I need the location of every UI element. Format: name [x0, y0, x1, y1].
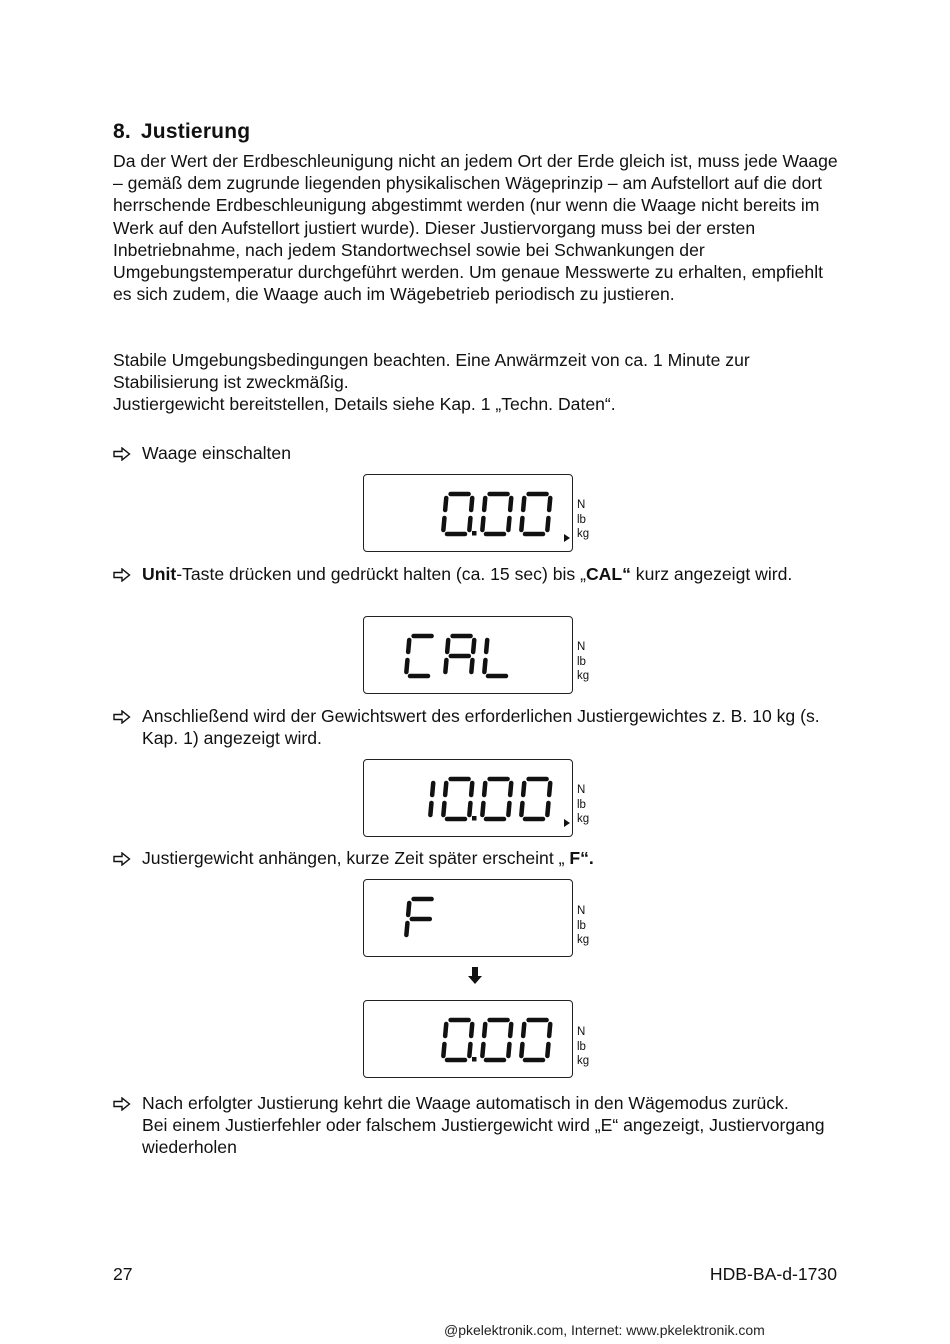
display-f [363, 879, 573, 957]
lcd-segment [445, 660, 446, 672]
lcd-segment [482, 1044, 483, 1056]
lcd-segment [521, 803, 522, 815]
lcd-character [521, 779, 550, 819]
unit-lb: lb [577, 655, 586, 668]
unit-lb: lb [577, 919, 586, 932]
lcd-segment [471, 660, 472, 672]
lcd-segment [523, 498, 524, 510]
unit-n: N [577, 499, 586, 511]
unit-key-label: Unit [142, 564, 177, 584]
display-ten [363, 759, 573, 837]
lcd-character [482, 494, 511, 534]
hollow-right-arrow-icon [113, 447, 131, 461]
display-digits [364, 617, 571, 692]
lcd-character [482, 779, 511, 819]
unit-kg: kg [577, 528, 590, 540]
step-attach-weight [113, 847, 843, 869]
lcd-segment [443, 1044, 444, 1056]
unit-n: N [577, 641, 586, 653]
lcd-segment [484, 498, 485, 510]
down-arrow-icon [466, 965, 484, 987]
lcd-segment [482, 518, 483, 530]
lcd-segment [521, 1044, 522, 1056]
lcd-segment [447, 640, 448, 652]
step-switch-on [113, 442, 843, 464]
section-heading [113, 120, 250, 144]
f-label: F“. [569, 848, 594, 868]
step-text-part: -Taste drücken und gedrückt halten (ca. 15 sec) bis „ [176, 564, 586, 584]
lcd-segment [523, 783, 524, 795]
hollow-right-arrow-icon [113, 710, 131, 724]
display-zero-2 [363, 1000, 573, 1078]
lcd-character [406, 899, 431, 935]
lcd-segment [484, 1024, 485, 1036]
section-title: Justierung [140, 120, 251, 143]
unit-kg: kg [577, 813, 590, 825]
lcd-segment [521, 518, 522, 530]
lcd-character [443, 1020, 476, 1062]
lcd-segment [510, 498, 511, 510]
lcd-character [482, 1020, 511, 1060]
lcd-segment [406, 660, 407, 672]
step-finish [113, 1092, 843, 1159]
section-number: 8. [113, 120, 131, 143]
display-digits [364, 880, 571, 955]
lcd-character [430, 783, 433, 815]
lcd-segment [445, 1024, 446, 1036]
lcd-segment [510, 783, 511, 795]
step-hold-unit [113, 563, 843, 585]
unit-labels [577, 783, 607, 827]
step-text-part: kurz angezeigt wird. [630, 564, 793, 584]
lcd-segment [445, 783, 446, 795]
step-text-error: Bei einem Justierfehler oder falschem Justiergewicht wird „E“ angezeigt, Justiervorgang wiederholen [142, 1115, 825, 1158]
page-number: 27 [113, 1264, 133, 1284]
hollow-right-arrow-icon [113, 852, 131, 866]
lcd-segment [510, 1024, 511, 1036]
lcd-segment [471, 1024, 472, 1036]
lcd-segment [443, 803, 444, 815]
lcd-segment [484, 660, 485, 672]
hollow-right-arrow-icon [113, 568, 131, 582]
lcd-decimal-point [472, 531, 477, 536]
step-text: Nach erfolgter Justierung kehrt die Waage automatisch in den Wägemodus zurück. [142, 1093, 789, 1113]
lcd-character [406, 636, 431, 676]
unit-labels [577, 498, 607, 542]
hollow-right-arrow-icon [113, 1097, 131, 1111]
kg-indicator-icon [564, 534, 570, 542]
lcd-segment [469, 518, 470, 530]
lcd-segment [549, 783, 550, 795]
lcd-segment [486, 640, 487, 652]
lcd-character [521, 494, 550, 534]
intro-paragraph: Da der Wert der Erdbeschleunigung nicht an jedem Ort der Erde gleich ist, muss jede Waage – gemäß dem zugrunde liegenden physikalischen Wägeprinzip – am Aufstellort auf die dort herrschende Erdbeschleunigung abgestimmt werden (nur wenn die Waage nicht bereits im Werk auf den Aufstellort justiert wurde). Dieser Justiervorgang muss bei der ersten Inbetriebnahme, nach jedem Standortwechsel sowie bei Schwankungen der Umgebungstemperatur durchgeführt werden. Um genaue Messwerte zu erhalten, empfiehlt es sich zudem, die Waage auch im Wägebetrieb periodisch zu justieren. [113, 151, 838, 305]
unit-n: N [577, 905, 586, 917]
lcd-decimal-point [472, 816, 477, 821]
unit-lb: lb [577, 1040, 586, 1053]
lcd-segment [523, 1024, 524, 1036]
lcd-segment [484, 783, 485, 795]
display-zero-1 [363, 474, 573, 552]
step-text [142, 563, 843, 585]
unit-lb: lb [577, 798, 586, 811]
unit-n: N [577, 784, 586, 796]
lcd-segment [469, 803, 470, 815]
step-text: Waage einschalten [142, 443, 291, 463]
unit-labels [577, 1025, 607, 1069]
lcd-segment [406, 923, 407, 935]
lcd-character [443, 779, 476, 821]
unit-kg: kg [577, 1055, 590, 1067]
lcd-segment [547, 518, 548, 530]
unit-kg: kg [577, 934, 590, 946]
calibration-weight-paragraph: Justiergewicht bereitstellen, Details siehe Kap. 1 „Techn. Daten“. [113, 394, 616, 414]
lcd-segment [547, 1044, 548, 1056]
lcd-character [521, 1020, 550, 1060]
lcd-segment [443, 518, 444, 530]
display-digits [364, 1001, 571, 1076]
lcd-segment [445, 498, 446, 510]
lcd-segment [549, 498, 550, 510]
lcd-character [484, 640, 506, 676]
lcd-segment [473, 640, 474, 652]
unit-labels [577, 904, 607, 948]
unit-n: N [577, 1026, 586, 1038]
lcd-segment [471, 498, 472, 510]
lcd-segment [430, 803, 431, 815]
lcd-segment [508, 1044, 509, 1056]
display-digits [364, 475, 571, 550]
document-id: HDB-BA-d-1730 [709, 1264, 837, 1284]
lcd-segment [469, 1044, 470, 1056]
kg-indicator-icon [564, 819, 570, 827]
lcd-segment [547, 803, 548, 815]
lcd-segment [508, 518, 509, 530]
display-cal [363, 616, 573, 694]
lcd-decimal-point [472, 1057, 477, 1062]
conditions-paragraph: Stabile Umgebungsbedingungen beachten. Eine Anwärmzeit von ca. 1 Minute zur Stabilisierung ist zweckmäßig. [113, 350, 750, 393]
display-digits [364, 760, 571, 835]
lcd-segment [408, 640, 409, 652]
lcd-segment [408, 903, 409, 915]
lcd-segment [549, 1024, 550, 1036]
unit-kg: kg [577, 670, 590, 682]
lcd-character [445, 636, 474, 672]
lcd-character [443, 494, 476, 536]
lcd-segment [471, 783, 472, 795]
cal-label: CAL“ [585, 564, 631, 584]
lcd-segment [432, 783, 433, 795]
step-text: Anschließend wird der Gewichtswert des erforderlichen Justiergewichtes z. B. 10 kg (s. Kap. 1) angezeigt wird. [142, 706, 820, 749]
lcd-segment [482, 803, 483, 815]
unit-lb: lb [577, 513, 586, 526]
lcd-segment [508, 803, 509, 815]
step-text-part: Justiergewicht anhängen, kurze Zeit später erscheint „ [142, 848, 570, 868]
step-text [142, 847, 843, 869]
contact-line: @pkelektronik.com, Internet: www.pkelektronik.com [444, 1322, 765, 1338]
unit-labels [577, 640, 607, 684]
step-weight-shown [113, 705, 843, 749]
